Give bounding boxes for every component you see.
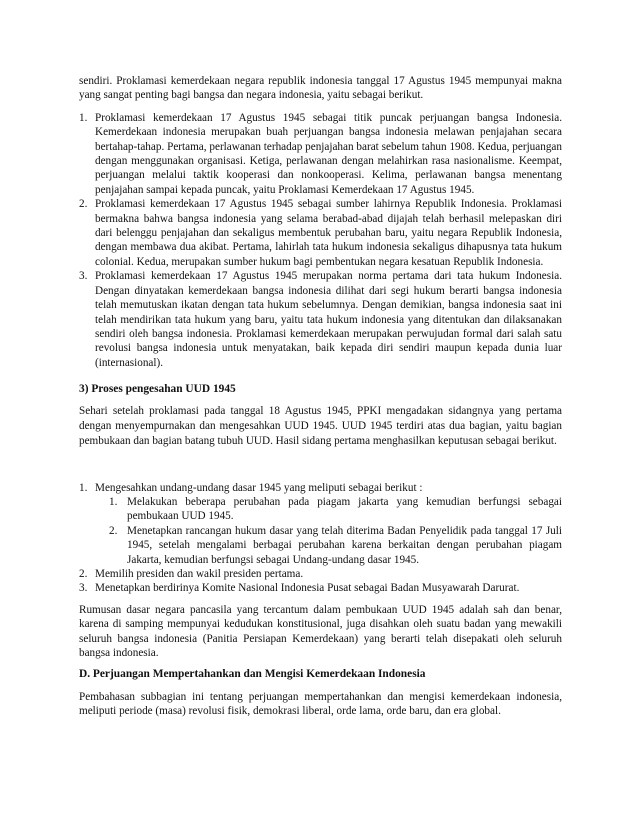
rumusan-paragraph: Rumusan dasar negara pancasila yang tercantum dalam pembukaan UUD 1945 adalah sah dan benar, karena di samping mempunyai kedudukan konstitusional, juga disahkan oleh suatu badan yang mewakili seluruh bangsa indonesia (Panitia Persiapan Kemerdekaan) yang berarti telah disepakati oleh seluruh bangsa indonesia. [79, 603, 562, 659]
list-item [79, 567, 562, 581]
list-item-text: Proklamasi kemerdekaan 17 Agustus 1945 merupakan norma pertama dari tata hukum Indonesia. Dengan dinyatakan kemerdekaan bangsa indonesia dilihat dari segi hukum berarti bangsa indonesia telah memutuskan ikatan dengan tata hukum sebelumnya. Dengan demikian, bangsa indonesia saat ini telah mendirikan tata hukum yang baru, yaitu tata hukum indonesia yang ditentukan dan dilaksanakan sendiri oleh bangsa indonesia. Proklamasi kemerdekaan merupakan perwujudan formal dari salah satu revolusi bangsa indonesia untuk menyatakan, baik kepada diri sendiri maupun kepada dunia luar (internasional). [95, 270, 562, 369]
section-heading-proses: 3) Proses pengesahan UUD 1945 [79, 383, 236, 396]
list-item-text: Melakukan beberapa perubahan pada piagam jakarta yang kemudian berfungsi sebagai pembukaan UUD 1945. [127, 495, 562, 523]
list-number: 1. [109, 495, 118, 508]
makna-list [79, 111, 562, 370]
list-number: 3. [79, 582, 88, 595]
list-number: 2. [109, 524, 118, 537]
section-heading-d: D. Perjuangan Mempertahankan dan Mengisi Kemerdekaan Indonesia [79, 668, 426, 681]
list-item-text: Memilih presiden dan wakil presiden pertama. [95, 567, 304, 580]
sub-list-item [95, 495, 562, 524]
list-item-text: Proklamasi kemerdekaan 17 Agustus 1945 sebagai sumber lahirnya Republik Indonesia. Proklamasi bermakna bahwa bangsa indonesia yang selama berabad-abad dijajah telah berhasil melepaskan diri dari belenggu penjajahan dan sekaligus membentuk perubahan baru, yaitu negara Republik Indonesia, dengan membawa dua akibat. Pertama, lahirlah tata hukum indonesia sekaligus dihapusnya tata hukum colonial. Kedua, merupakan sumber hukum bagi pembentukan negara kesatuan Republik Indonesia. [95, 198, 562, 268]
section-d-paragraph: Pembahasan subbagian ini tentang perjuangan mempertahankan dan mengisi kemerdekaan indonesia, meliputi periode (masa) revolusi fisik, demokrasi liberal, orde lama, orde baru, dan era global. [79, 690, 562, 718]
list-number: 3. [79, 270, 88, 283]
list-item-text: Menetapkan berdirinya Komite Nasional Indonesia Pusat sebagai Badan Musyawarah Darurat. [95, 582, 520, 595]
keputusan-list [79, 481, 562, 596]
list-number: 2. [79, 198, 88, 211]
intro-paragraph: sendiri. Proklamasi kemerdekaan negara republik indonesia tanggal 17 Agustus 1945 mempunyai makna yang sangat penting bagi bangsa dan negara indonesia, yaitu sebagai berikut. [79, 75, 562, 102]
sub-list [95, 495, 562, 567]
list-number: 1. [79, 111, 88, 124]
sub-list-item [95, 524, 562, 567]
sidang-paragraph: Sehari setelah proklamasi pada tanggal 18 Agustus 1945, PPKI mengadakan sidangnya yang pertama dengan menyempurnakan dan mengesahkan UUD 1945. UUD 1945 terdiri atas dua bagian, yaitu bagian pembukaan dan bagian batang tubuh UUD. Hasil sidang pertama menghasilkan keputusan sebagai berikut. [79, 404, 562, 447]
list-item-text: Mengesahkan undang-undang dasar 1945 yang meliputi sebagai berikut : [95, 481, 423, 494]
page-content [79, 74, 562, 719]
list-item [79, 481, 562, 567]
list-item [79, 581, 562, 595]
list-number: 1. [79, 481, 88, 494]
list-item-text: Menetapkan rancangan hukum dasar yang telah diterima Badan Penyelidik pada tanggal 17 Juli 1945, setelah mengalami berbagai perubahan karena berkaitan dengan perubahan piagam Jakarta, kemudian berfungsi sebagai Undang-undang dasar 1945. [127, 524, 562, 566]
list-item [79, 197, 562, 269]
list-item [79, 111, 562, 197]
list-item-text: Proklamasi kemerdekaan 17 Agustus 1945 sebagai titik puncak perjuangan bangsa Indonesia. Kemerdekaan indonesia merupakan buah perjuangan bangsa indonesia melawan penjajahan secara bertahap-tahap. Pertama, perlawanan terhadap penjajahan barat sebelum tahun 1908. Kedua, perjuangan dengan menggunakan organisasi. Ketiga, perlawanan dengan melahirkan rasa nasionalisme. Keempat, perjuangan melalui taktik kooperasi dan nonkooperasi. Kelima, perlawanan bangsa menentang penjajahan sampai kepada puncak, yaitu Proklamasi Kemerdekaan 17 Agustus 1945. [95, 111, 562, 196]
list-item [79, 269, 562, 370]
list-number: 2. [79, 567, 88, 580]
